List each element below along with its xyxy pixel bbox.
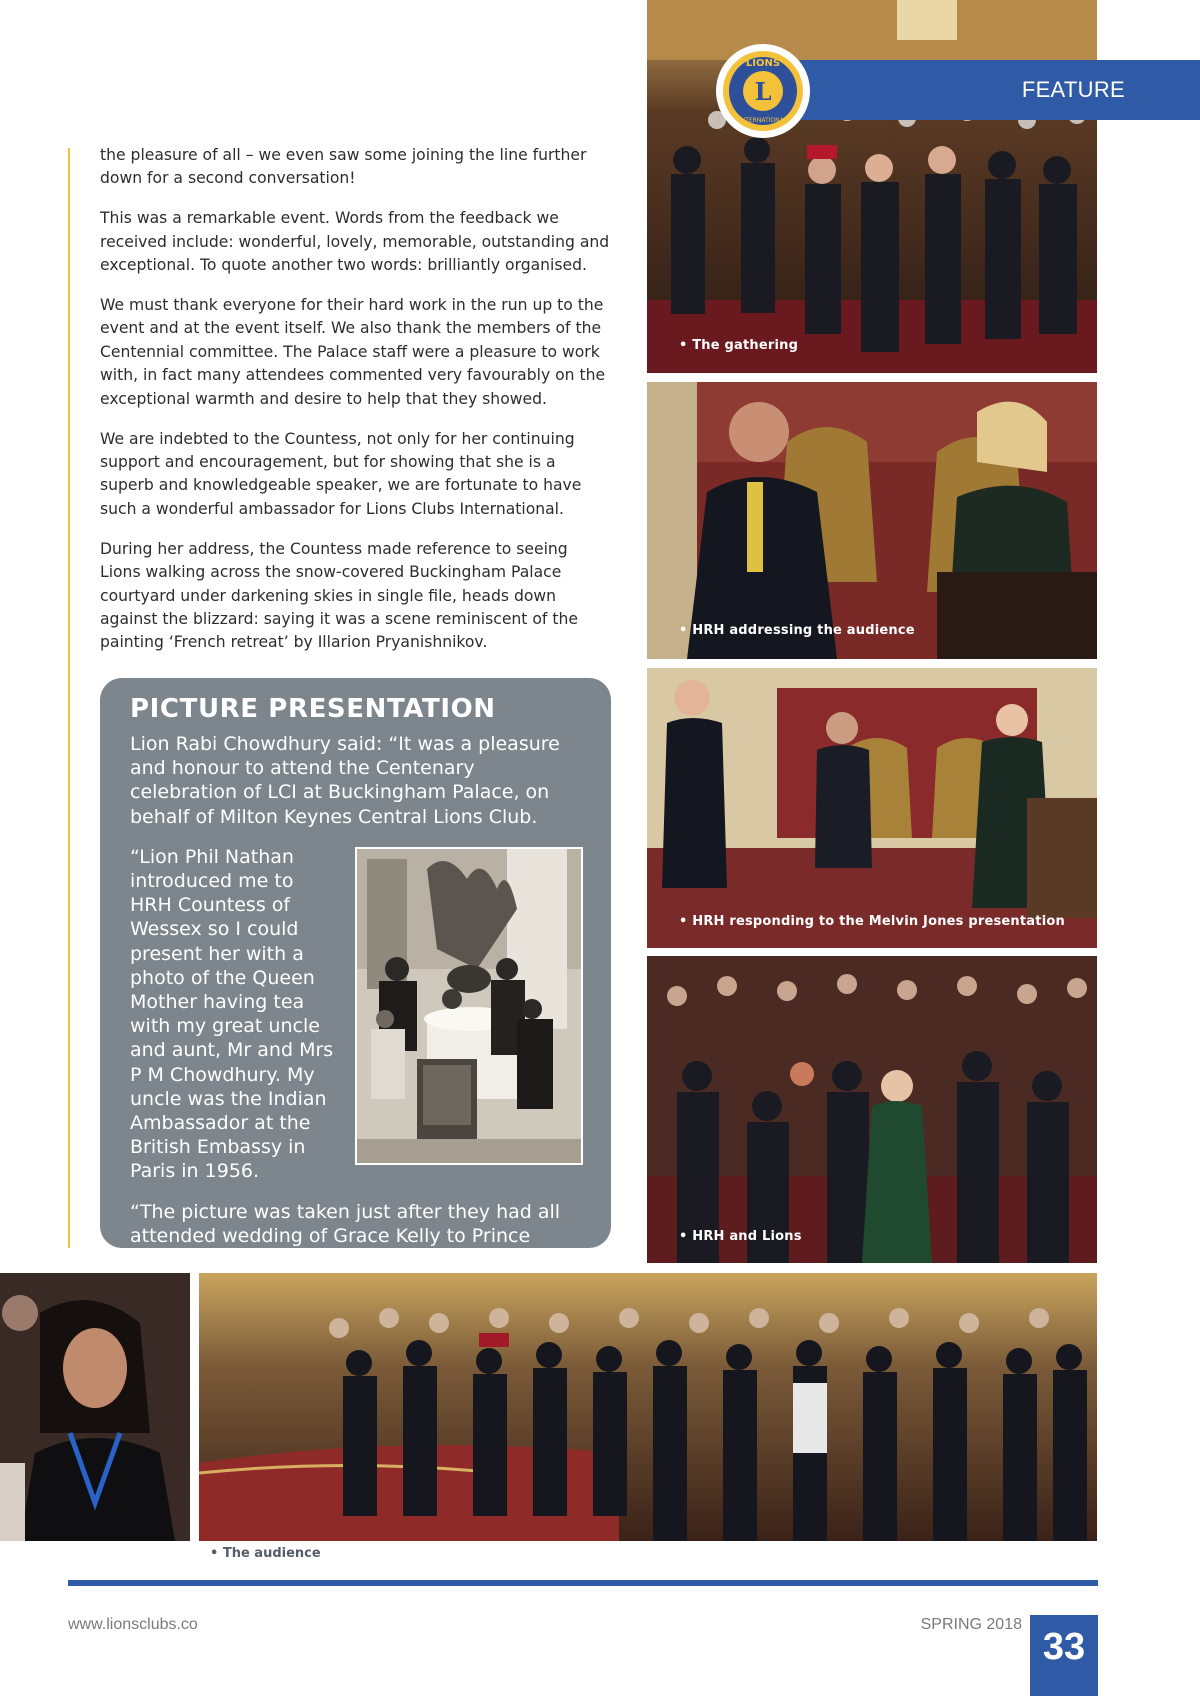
page-number: 33 xyxy=(1030,1615,1098,1696)
addressing-image xyxy=(647,382,1097,659)
article-paragraph: the pleasure of all – we even saw some joining the line further down for a second conversation! xyxy=(100,146,587,188)
photo-addressing xyxy=(647,382,1097,659)
article-body xyxy=(100,144,610,671)
vintage-photo-image xyxy=(357,849,581,1163)
audience-image xyxy=(199,1273,1097,1541)
vintage-tea-photo xyxy=(355,847,583,1165)
footer-website-link[interactable]: www.lionsclubs.co xyxy=(68,1616,198,1633)
responding-image xyxy=(647,668,1097,948)
footer-issue-label: SPRING 2018 xyxy=(920,1616,1022,1633)
photo-attendee-portrait xyxy=(0,1273,190,1541)
photo-gathering xyxy=(647,0,1097,373)
lions-emblem-icon xyxy=(716,44,810,138)
box-title: PICTURE PRESENTATION xyxy=(130,694,496,724)
article-paragraph: We must thank everyone for their hard work in the run up to the event and at the event itself. We also thank the members of the Centennial committee. The Palace staff were a pleasure to work with, in fact many attendees commented very favourably on the exceptional warmth and desire to help that they showed. xyxy=(100,296,606,408)
feature-section-bar xyxy=(800,60,1200,120)
caption-gathering: • The gathering xyxy=(679,338,799,353)
lions-logo xyxy=(716,44,810,138)
caption-addressing: • HRH addressing the audience xyxy=(679,623,915,638)
photo-audience xyxy=(199,1273,1097,1541)
accent-rule xyxy=(68,148,70,1248)
article-paragraph: During her address, the Countess made reference to seeing Lions walking across the snow-covered Buckingham Palace courtyard under darkening skies in single file, heads down against the blizzard: saying it was a scene reminiscent of the painting ‘French retreat’ by Illarion Pryanishnikov. xyxy=(100,539,578,652)
logo-letter: L xyxy=(754,77,772,106)
box-paragraph: “The picture was taken just after they had all attended wedding of Grace Kelly to Prince Rainer.” xyxy=(130,1200,561,1272)
article-paragraph: We are indebted to the Countess, not only for her continuing support and encouragement, but for showing that she is a superb and knowledgeable speaker, we are fortunate to have such a wonderful ambassador for Lions Clubs International. xyxy=(100,429,582,518)
attendee-portrait-image xyxy=(0,1273,190,1541)
hrh-lions-image xyxy=(647,956,1097,1263)
picture-presentation-box xyxy=(100,678,611,1272)
logo-bottom-text: INTERNATIONAL xyxy=(738,117,788,124)
footer-rule xyxy=(68,1580,1098,1586)
logo-top-text: LIONS xyxy=(745,58,781,69)
caption-hrh-lions: • HRH and Lions xyxy=(679,1229,802,1244)
photo-responding xyxy=(647,668,1097,948)
box-paragraph: Lion Rabi Chowdhury said: “It was a pleasure and honour to attend the Centenary celebration of LCI at Buckingham Palace, on behalf of Milton Keynes Central Lions Club. xyxy=(130,733,560,828)
photo-hrh-lions xyxy=(647,956,1097,1263)
caption-responding: • HRH responding to the Melvin Jones presentation xyxy=(679,914,1065,929)
gathering-image xyxy=(647,0,1097,373)
section-label: FEATURE xyxy=(1021,77,1125,102)
box-paragraph: “Lion Phil Nathan introduced me to HRH Countess of Wessex so I could present her with a photo of the Queen Mother having tea with my great uncle and aunt, Mr and Mrs P M Chowdhury. My uncle was the Indian Ambassador at the British Embassy in Paris in 1956. xyxy=(130,845,334,1183)
article-paragraph: This was a remarkable event. Words from the feedback we received include: wonderful, lovely, memorable, outstanding and exceptional. To quote another two words: brilliantly organised. xyxy=(100,209,610,275)
caption-audience: • The audience xyxy=(210,1546,321,1561)
